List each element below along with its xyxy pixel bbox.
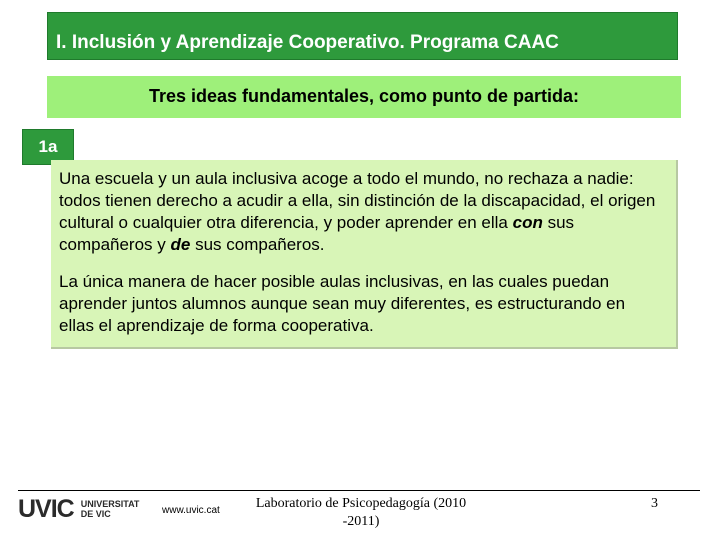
emphasis-de: de	[170, 235, 191, 254]
paragraph-2: La única manera de hacer posible aulas inclusivas, en las cuales puedan aprender juntos alumnos aunque sean muy diferentes, es estructurando en ellas el aprendizaje de forma cooperativa.	[59, 272, 626, 335]
paragraph-1-text-a: Una escuela y un aula inclusiva acoge a todo el mundo, no rechaza a nadie: todos tienen derecho a acudir a ella, sin distinción de la discapacidad, el origen cultural o cualquier otra diferencia, y poder aprender en ella	[59, 169, 656, 232]
uvic-logo	[18, 497, 139, 521]
logo-line-2: DE VIC	[80, 509, 111, 519]
footer-lab-line-2: -2011)	[342, 514, 380, 529]
logo-mark: UVIC	[18, 495, 74, 523]
footer-url: www.uvic.cat	[162, 505, 220, 516]
footer-lab-line-1: Laboratorio de Psicopedagogía (2010	[255, 496, 467, 511]
paragraph-1	[59, 168, 664, 256]
footer-divider	[18, 490, 700, 491]
title-bar	[47, 12, 678, 60]
slide-subtitle: Tres ideas fundamentales, como punto de partida:	[148, 86, 580, 106]
paragraph-1-text-b: sus compañeros y	[59, 213, 575, 254]
emphasis-con: con	[512, 213, 543, 232]
content-box	[51, 160, 678, 349]
section-badge: 1a	[22, 129, 74, 165]
footer-lab-text	[248, 495, 474, 531]
page-number: 3	[651, 496, 658, 511]
paragraph-1-text-c: sus compañeros.	[190, 235, 325, 254]
logo-wordmark	[81, 499, 140, 519]
logo-line-1: UNIVERSITAT	[80, 499, 140, 509]
subtitle-bar	[47, 76, 681, 118]
slide-title: I. Inclusión y Aprendizaje Cooperativo. Programa CAAC	[56, 32, 559, 53]
